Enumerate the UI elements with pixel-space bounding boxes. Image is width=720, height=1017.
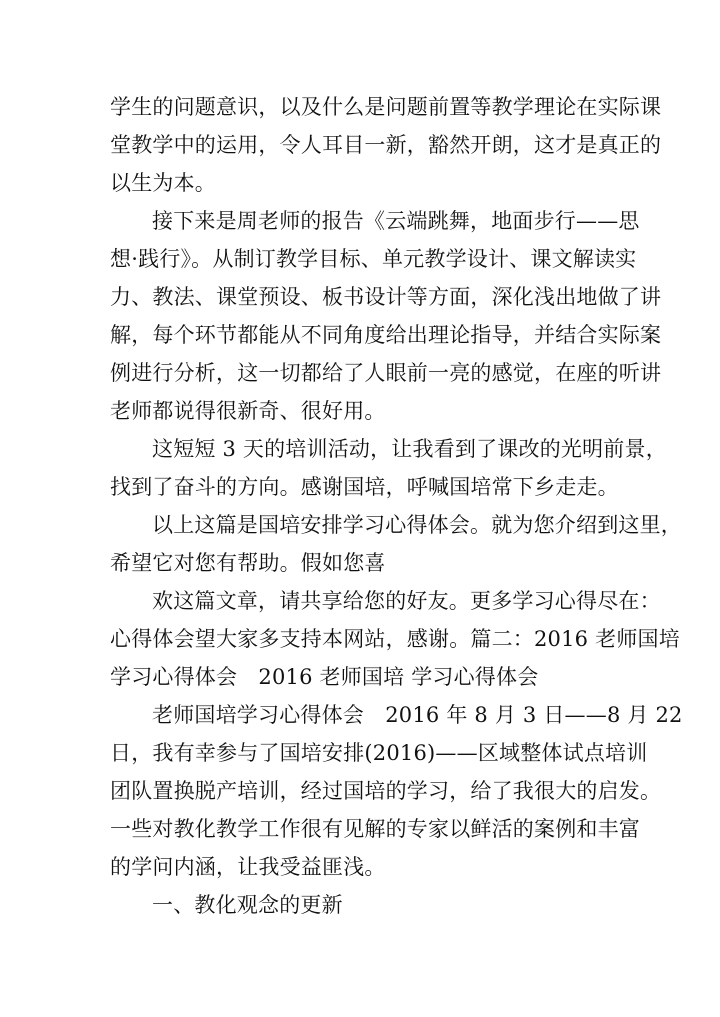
text-line: 力、教法、课堂预设、板书设计等方面，深化浅出地做了讲 <box>110 285 662 309</box>
text-line: 学习心得体会 2016 老师国培 学习心得体会 <box>110 665 539 689</box>
text-line: 希望它对您有帮助。假如您喜 <box>110 551 386 575</box>
text-line: 找到了奋斗的方向。感谢国培，呼喊国培常下乡走走。 <box>110 475 619 499</box>
text-line: 团队置换脱产培训，经过国培的学习，给了我很大的启发。 <box>110 779 662 803</box>
text-line: 心得体会望大家多支持本网站，感谢。篇二：2016 老师国培 <box>110 627 680 651</box>
text-line: 堂教学中的运用，令人耳目一新，豁然开朗，这才是真正的 <box>110 133 662 157</box>
text-line: 老师国培学习心得体会 2016 年 8 月 3 日——8 月 22 <box>152 703 683 727</box>
text-line: 以生为本。 <box>110 171 216 195</box>
text-line: 一、教化观念的更新 <box>152 893 343 917</box>
text-line: 的学问内涵，让我受益匪浅。 <box>110 855 386 879</box>
text-line: 接下来是周老师的报告《云端跳舞，地面步行——思 <box>152 209 640 233</box>
text-line: 这短短 3 天的培训活动，让我看到了课改的光明前景， <box>152 437 667 461</box>
text-line: 日，我有幸参与了国培安排(2016)——区域整体试点培训 <box>110 741 648 765</box>
text-line: 想·践行》。从制订教学目标、单元教学设计、课文解读实 <box>110 247 637 271</box>
text-line: 例进行分析，这一切都给了人眼前一亮的感觉，在座的听讲 <box>110 361 662 385</box>
document-body <box>110 88 683 924</box>
text-line: 解，每个环节都能从不同角度给出理论指导，并结合实际案 <box>110 323 662 347</box>
text-line: 欢这篇文章，请共享给您的好友。更多学习心得尽在： <box>152 589 661 613</box>
text-line: 老师都说得很新奇、很好用。 <box>110 399 386 423</box>
text-line: 学生的问题意识，以及什么是问题前置等教学理论在实际课 <box>110 95 662 119</box>
text-line: 以上这篇是国培安排学习心得体会。就为您介绍到这里， <box>152 513 682 537</box>
text-line: 一些对教化教学工作很有见解的专家以鲜活的案例和丰富 <box>110 817 640 841</box>
